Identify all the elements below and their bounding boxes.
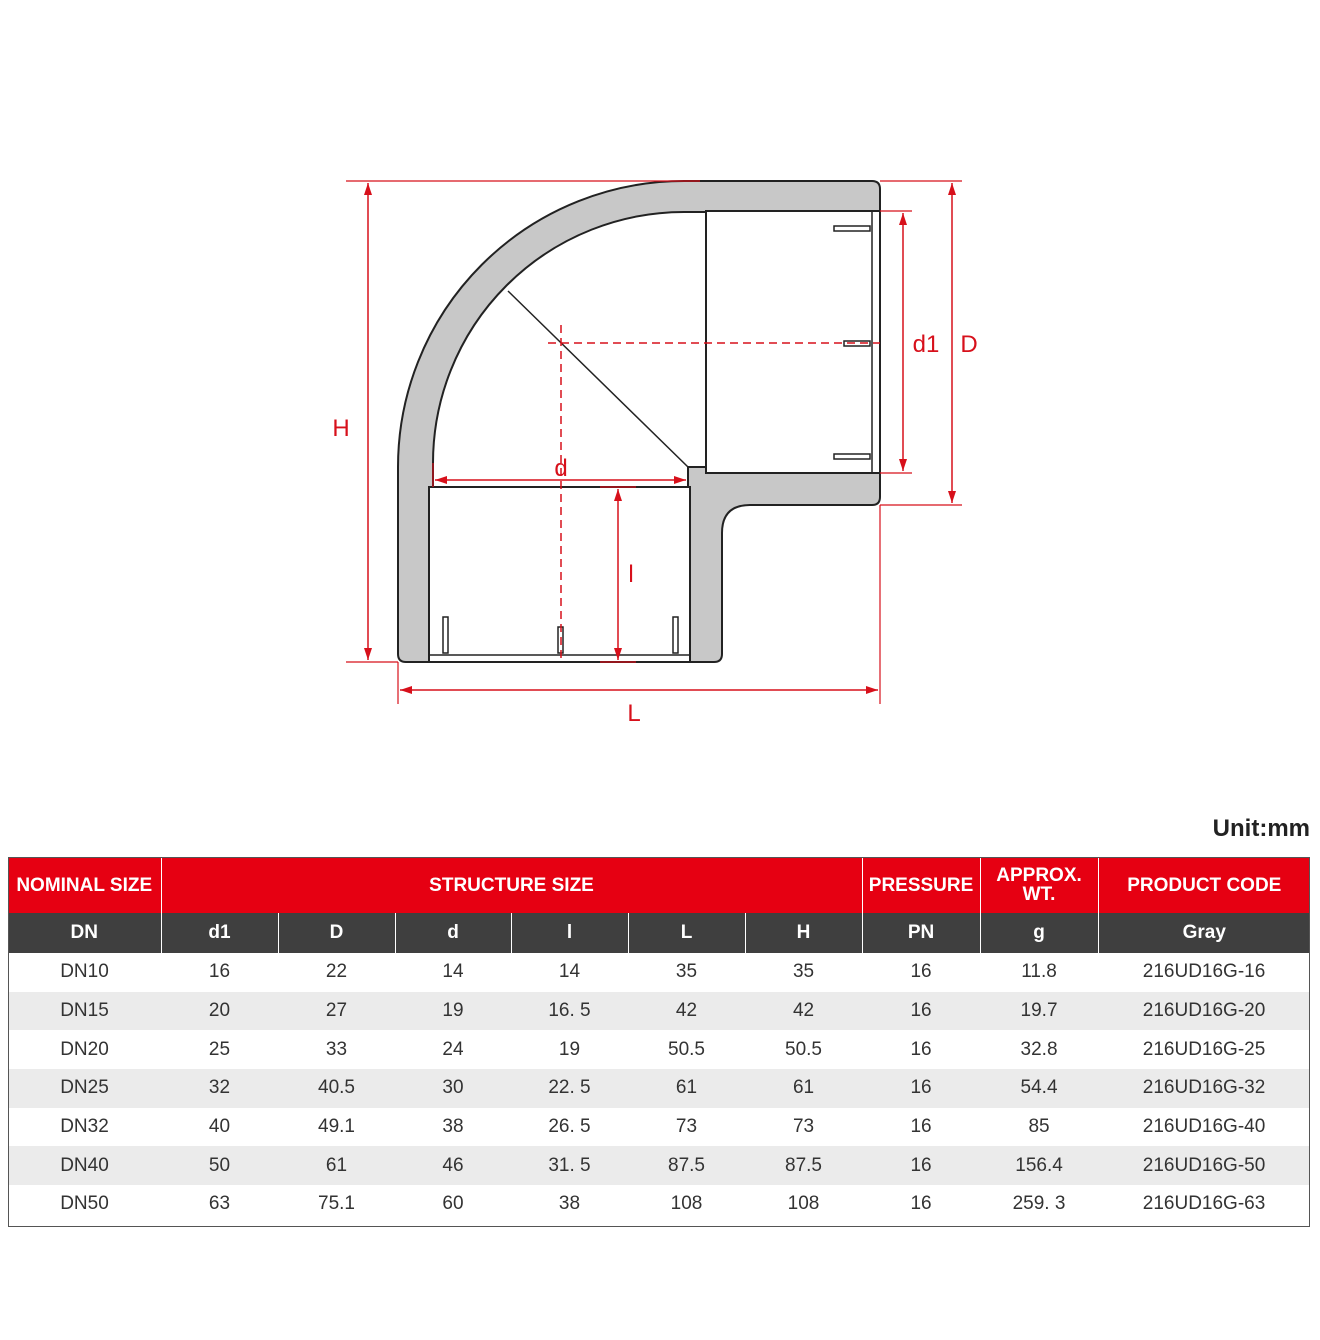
table-cell: DN25 [8,1069,161,1108]
diagonal-joint-line [508,291,688,467]
table-cell: 24 [395,1030,511,1069]
table-cell: 22. 5 [511,1069,628,1108]
table-cell: 16 [862,1030,980,1069]
table-cell: 16 [862,1185,980,1224]
table-cell: 46 [395,1146,511,1185]
table-row [8,953,1310,992]
subheader-cell: Gray [1098,913,1310,953]
table-cell: 14 [511,953,628,992]
table-cell: 16 [862,1108,980,1147]
specification-table [8,857,1310,1224]
table-row [8,1108,1310,1147]
table-cell: 16 [862,953,980,992]
table-cell: 16 [862,992,980,1031]
table-row [8,1146,1310,1185]
table-cell: 16. 5 [511,992,628,1031]
table-cell: 216UD16G-20 [1098,992,1310,1031]
subheader-cell: D [278,913,395,953]
label-D: D [960,331,978,358]
table-cell: DN50 [8,1185,161,1224]
table-cell: 22 [278,953,395,992]
subheader-cell: PN [862,913,980,953]
table-cell: 216UD16G-50 [1098,1146,1310,1185]
subheader-cell: d [395,913,511,953]
table-cell: 108 [745,1185,862,1224]
table-cell: 19 [395,992,511,1031]
table-cell: 32 [161,1069,278,1108]
table-cell: 108 [628,1185,745,1224]
header-row-sub [8,913,1310,953]
header-approx-weight: APPROX. WT. [980,857,1098,913]
subheader-cell: l [511,913,628,953]
header-structure-size: STRUCTURE SIZE [161,857,862,913]
table-cell: 16 [862,1069,980,1108]
table-cell: 20 [161,992,278,1031]
table-cell: 35 [745,953,862,992]
table-row [8,1185,1310,1224]
table-cell: 50 [161,1146,278,1185]
table-cell: DN15 [8,992,161,1031]
table-cell: 30 [395,1069,511,1108]
table-cell: 26. 5 [511,1108,628,1147]
table-cell: 27 [278,992,395,1031]
table-cell: 216UD16G-25 [1098,1030,1310,1069]
table-cell: 42 [628,992,745,1031]
table-cell: 42 [745,992,862,1031]
table-cell: 85 [980,1108,1098,1147]
table-cell: 61 [745,1069,862,1108]
table-cell: 259. 3 [980,1185,1098,1224]
table-cell: 31. 5 [511,1146,628,1185]
subheader-cell: H [745,913,862,953]
table-cell: 40 [161,1108,278,1147]
header-pressure: PRESSURE [862,857,980,913]
table-cell: 19 [511,1030,628,1069]
table-body [8,953,1310,1224]
table-row [8,1069,1310,1108]
table-cell: 14 [395,953,511,992]
header-nominal-size: NOMINAL SIZE [8,857,161,913]
table-cell: 35 [628,953,745,992]
table-cell: 49.1 [278,1108,395,1147]
table-cell: 32.8 [980,1030,1098,1069]
header-product-code: PRODUCT CODE [1098,857,1310,913]
label-l: l [628,561,634,588]
table-cell: 216UD16G-40 [1098,1108,1310,1147]
table-cell: 25 [161,1030,278,1069]
table-cell: 156.4 [980,1146,1098,1185]
table-cell: 38 [511,1185,628,1224]
subheader-cell: DN [8,913,161,953]
subheader-cell: g [980,913,1098,953]
table-row [8,1030,1310,1069]
table-cell: DN40 [8,1146,161,1185]
table-cell: 16 [161,953,278,992]
header-row-main [8,857,1310,913]
table-cell: 54.4 [980,1069,1098,1108]
table-cell: 50.5 [628,1030,745,1069]
table-cell: 216UD16G-16 [1098,953,1310,992]
table-cell: 11.8 [980,953,1098,992]
table-cell: 40.5 [278,1069,395,1108]
table-cell: DN10 [8,953,161,992]
table-cell: 73 [745,1108,862,1147]
table-cell: 61 [278,1146,395,1185]
table-cell: 73 [628,1108,745,1147]
table-cell: 87.5 [745,1146,862,1185]
table-cell: 87.5 [628,1146,745,1185]
label-d1: d1 [912,331,940,358]
subheader-cell: d1 [161,913,278,953]
subheader-cell: L [628,913,745,953]
table-cell: 50.5 [745,1030,862,1069]
table-cell: 16 [862,1146,980,1185]
table-cell: 216UD16G-63 [1098,1185,1310,1224]
unit-label: Unit:mm [1212,815,1310,842]
label-d: d [554,455,568,482]
table-cell: 61 [628,1069,745,1108]
table-cell: 216UD16G-32 [1098,1069,1310,1108]
table-cell: 38 [395,1108,511,1147]
table-cell: DN32 [8,1108,161,1147]
table-row [8,992,1310,1031]
label-L: L [627,700,641,727]
table-cell: 60 [395,1185,511,1224]
table-cell: DN20 [8,1030,161,1069]
label-H: H [332,415,350,442]
table-cell: 19.7 [980,992,1098,1031]
table-cell: 33 [278,1030,395,1069]
table-cell: 63 [161,1185,278,1224]
table-cell: 75.1 [278,1185,395,1224]
